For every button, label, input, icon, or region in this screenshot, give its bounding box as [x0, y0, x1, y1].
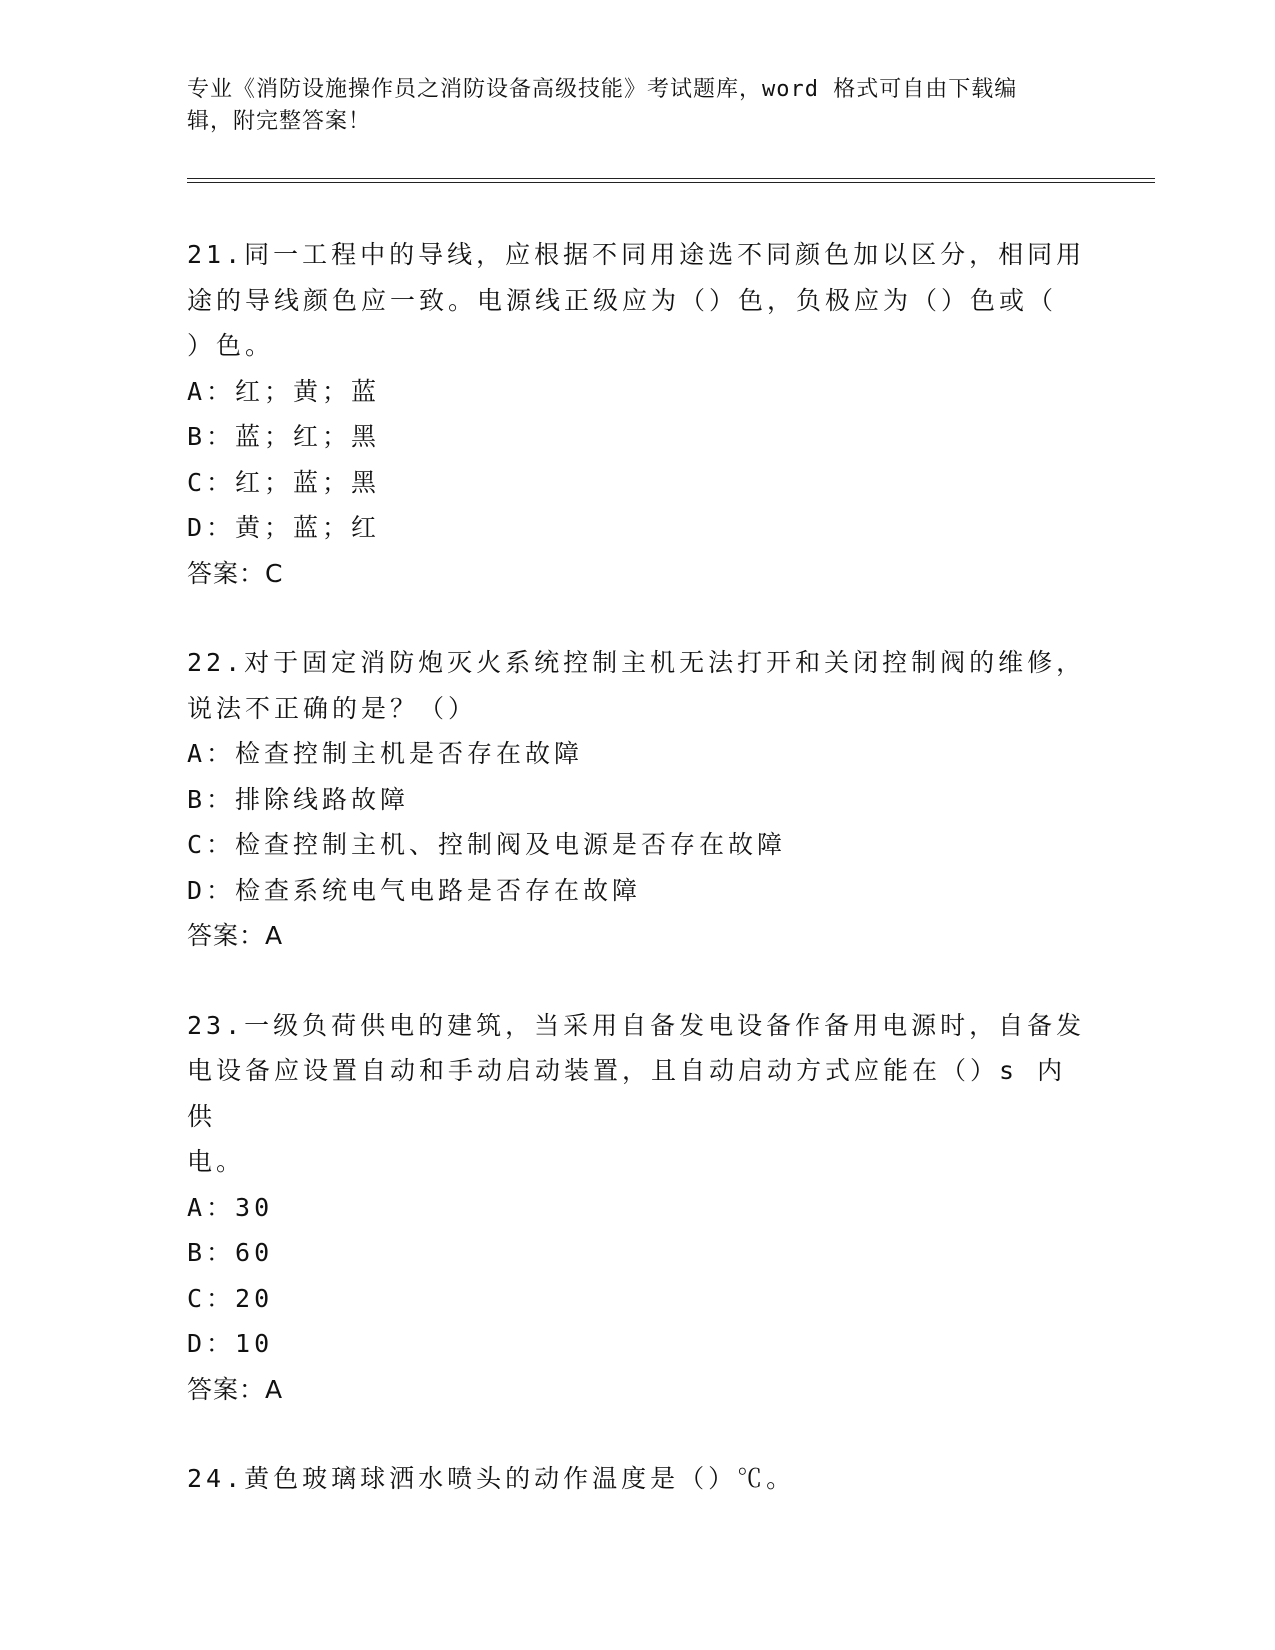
- question-text-line: 21.同一工程中的导线，应根据不同用途选不同颜色加以区分，相同用: [187, 240, 1086, 269]
- option-d: D：黄；蓝；红: [187, 513, 381, 542]
- option-d: D：检查系统电气电路是否存在故障: [187, 875, 642, 905]
- header-line-2: 辑，附完整答案！: [187, 109, 372, 134]
- option-b: B：蓝；红；黑: [187, 422, 381, 451]
- document-header: [187, 74, 1087, 138]
- option-c: C：检查控制主机、控制阀及电源是否存在故障: [187, 830, 787, 859]
- question-text-line: ）色。: [187, 331, 275, 360]
- question-22: [187, 640, 1087, 959]
- option-d: D：10: [187, 1329, 274, 1358]
- answer: 答案：C: [187, 558, 284, 588]
- option-a: A：红；黄；蓝: [187, 376, 381, 406]
- question-23: [187, 1003, 1087, 1413]
- question-21: [187, 232, 1087, 596]
- header-line-1: 专业《消防设施操作员之消防设备高级技能》考试题库，word 格式可自由下载编: [187, 77, 1018, 102]
- answer: 答案：A: [187, 921, 284, 950]
- option-c: C：红；蓝；黑: [187, 467, 381, 497]
- question-list: [187, 232, 1087, 1546]
- header-divider: [187, 178, 1155, 183]
- option-b: B：60: [187, 1238, 274, 1267]
- option-b: B：排除线路故障: [187, 784, 410, 814]
- option-c: C：20: [187, 1283, 274, 1313]
- question-text-line: 22.对于固定消防炮灭火系统控制主机无法打开和关闭控制阀的维修，: [187, 648, 1086, 677]
- option-a: A：检查控制主机是否存在故障: [187, 739, 584, 768]
- answer: 答案：A: [187, 1374, 284, 1404]
- question-text-line: 电设备应设置自动和手动启动装置，且自动启动方式应能在（）s 内供: [187, 1056, 1067, 1131]
- question-text-line: 途的导线颜色应一致。电源线正级应为（）色，负极应为（）色或（: [187, 285, 1058, 315]
- option-a: A：30: [187, 1192, 274, 1222]
- question-24: [187, 1456, 1087, 1502]
- question-text-line: 24.黄色玻璃球洒水喷头的动作温度是（）℃。: [187, 1464, 796, 1493]
- question-text-line: 23.一级负荷供电的建筑，当采用自备发电设备作备用电源时，自备发: [187, 1010, 1086, 1040]
- question-text-line: 说法不正确的是？（）: [187, 693, 478, 723]
- question-text-line: 电。: [187, 1147, 246, 1176]
